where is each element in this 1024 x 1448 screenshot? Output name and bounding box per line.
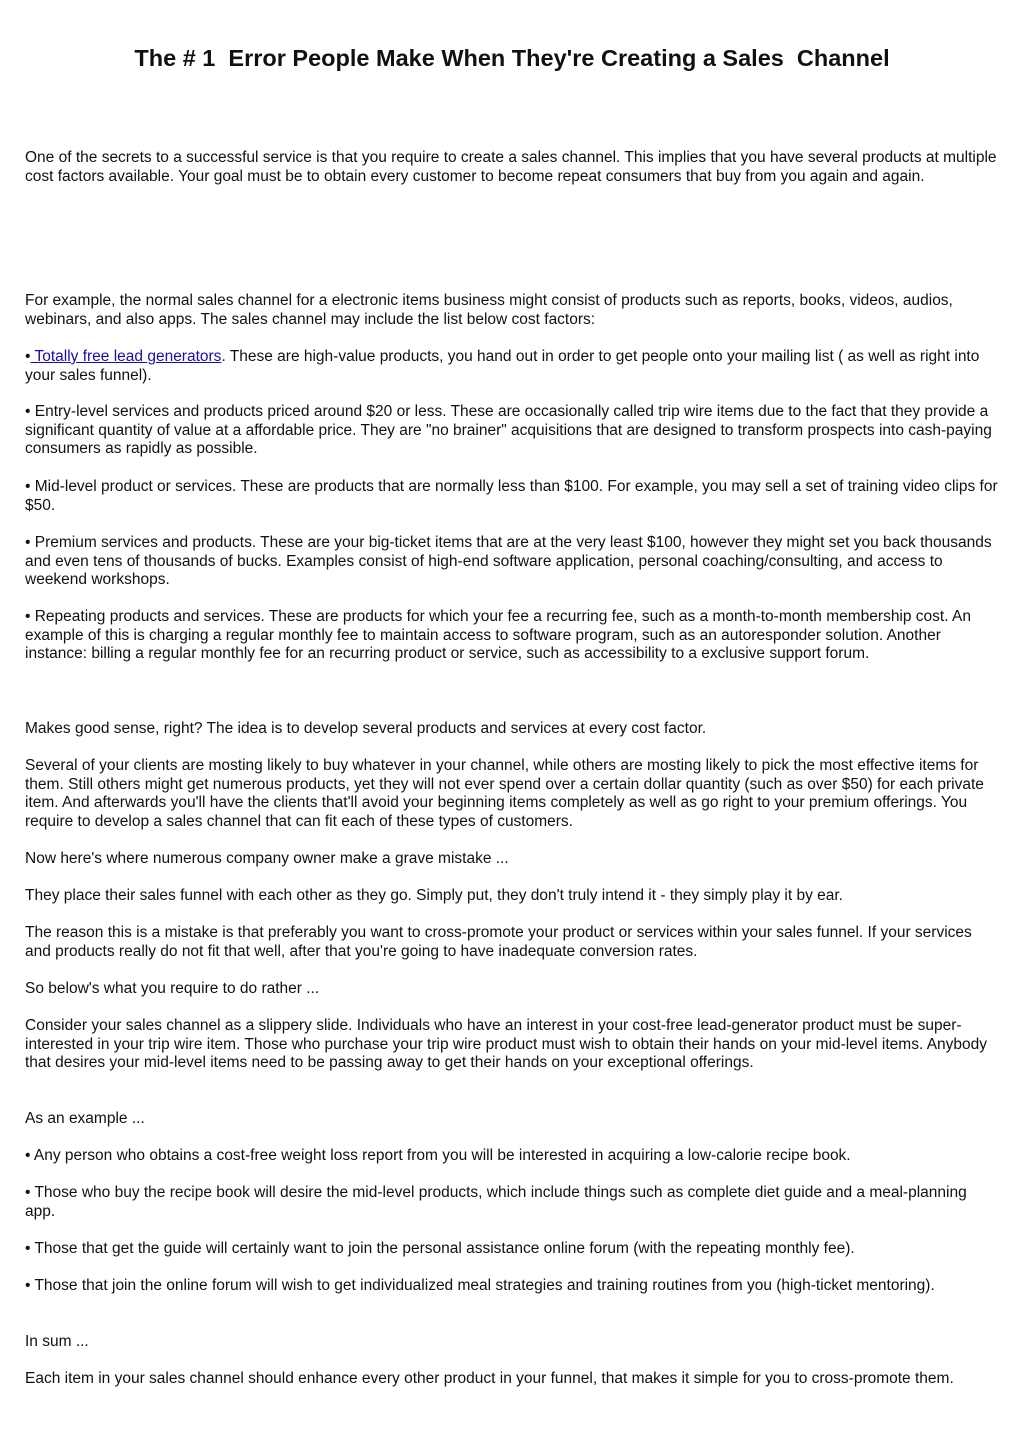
bullet-premium: • Premium services and products. These are your big-ticket items that are at the very least $100, however they might set you back thousands and even tens of thousands of bucks. Examples consist of high-end software application, personal coaching/consulting, and access to weekend workshops. — [25, 534, 992, 588]
paragraph-now: Now here's where numerous company owner make a grave mistake ... — [25, 850, 509, 867]
paragraph-consider: Consider your sales channel as a slippery slide. Individuals who have an interest in your cost-free lead-generator product must be super-interested in your trip wire item. Those who purchase your trip wire product must wish to obtain their hands on your mid-level items. Anybody that desires your mid-level items need to be passing away to get their hands on your exceptional offerings. — [25, 1017, 988, 1071]
paragraph-they: They place their sales funnel with each other as they go. Simply put, they don't truly intend it - they simply play it by ear. — [25, 887, 843, 904]
bullet-entry-level: • Entry-level services and products priced around $20 or less. These are occasionally called trip wire items due to the fact that they provide a significant quantity of value at a affordable price. They are "no brainer" acquisitions that are designed to transform prospects into cash-paying consumers as rapidly as possible. — [25, 403, 992, 457]
paragraph-example: For example, the normal sales channel for a electronic items business might consist of products such as reports, books, videos, audios, webinars, and also apps. The sales channel may include the list below cost factors: — [25, 292, 953, 328]
paragraph-so: So below's what you require to do rather ... — [25, 980, 320, 997]
example-bullet-4: • Those that join the online forum will wish to get individualized meal strategies and training routines from you (high-ticket mentoring). — [25, 1277, 935, 1294]
page-title: The # 1 Error People Make When They're Creating a Sales Channel — [134, 45, 890, 71]
paragraph-insum: In sum ... — [25, 1333, 89, 1350]
paragraph-as-example: As an example ... — [25, 1110, 145, 1127]
bullet-text: . These are high-value products, you hand out in order to get people onto your mailing list ( as well as right into your sales funnel). — [25, 348, 980, 384]
bullet-repeating: • Repeating products and services. These are products for which your fee a recurring fee, such as a month-to-month membership cost. An example of this is charging a regular monthly fee to maintain access to software program, such as an autoresponder solution. Another instance: billing a regular monthly fee for an recurring product or service, such as accessibility to a exclusive support forum. — [25, 608, 971, 662]
example-bullet-3: • Those that get the guide will certainly want to join the personal assistance online forum (with the repeating monthly fee). — [25, 1240, 855, 1257]
bullet-lead-generators — [25, 348, 1000, 385]
lead-generators-link[interactable]: Totally free lead generators — [30, 348, 222, 365]
bullet-mid-level: • Mid-level product or services. These are products that are normally less than $100. For example, you may sell a set of training video clips for $50. — [25, 478, 998, 514]
paragraph-sense: Makes good sense, right? The idea is to develop several products and services at every cost factor. — [25, 720, 707, 737]
paragraph-intro: One of the secrets to a successful service is that you require to create a sales channel. This implies that you have several products at multiple cost factors available. Your goal must be to obtain every customer to become repeat consumers that buy from you again and again. — [25, 149, 997, 185]
paragraph-each: Each item in your sales channel should enhance every other product in your funnel, that makes it simple for you to cross-promote them. — [25, 1370, 954, 1387]
paragraph-reason: The reason this is a mistake is that preferably you want to cross-promote your product or services within your sales funnel. If your services and products really do not fit that well, after that you're going to have inadequate conversion rates. — [25, 924, 972, 960]
example-bullet-1: • Any person who obtains a cost-free weight loss report from you will be interested in acquiring a low-calorie recipe book. — [25, 1147, 851, 1164]
example-bullet-2: • Those who buy the recipe book will desire the mid-level products, which include things such as complete diet guide and a meal-planning app. — [25, 1184, 967, 1220]
paragraph-several: Several of your clients are mosting likely to buy whatever in your channel, while others are mosting likely to pick the most effective items for them. Still others might get numerous products, yet they will not ever spend over a certain dollar quantity (such as over $50) for each private item. And afterwards you'll have the clients that'll avoid your beginning items completely as well as go right to your premium offerings. You require to develop a sales channel that can fit each of these types of customers. — [25, 757, 984, 830]
bullet-marker: • — [25, 348, 31, 365]
